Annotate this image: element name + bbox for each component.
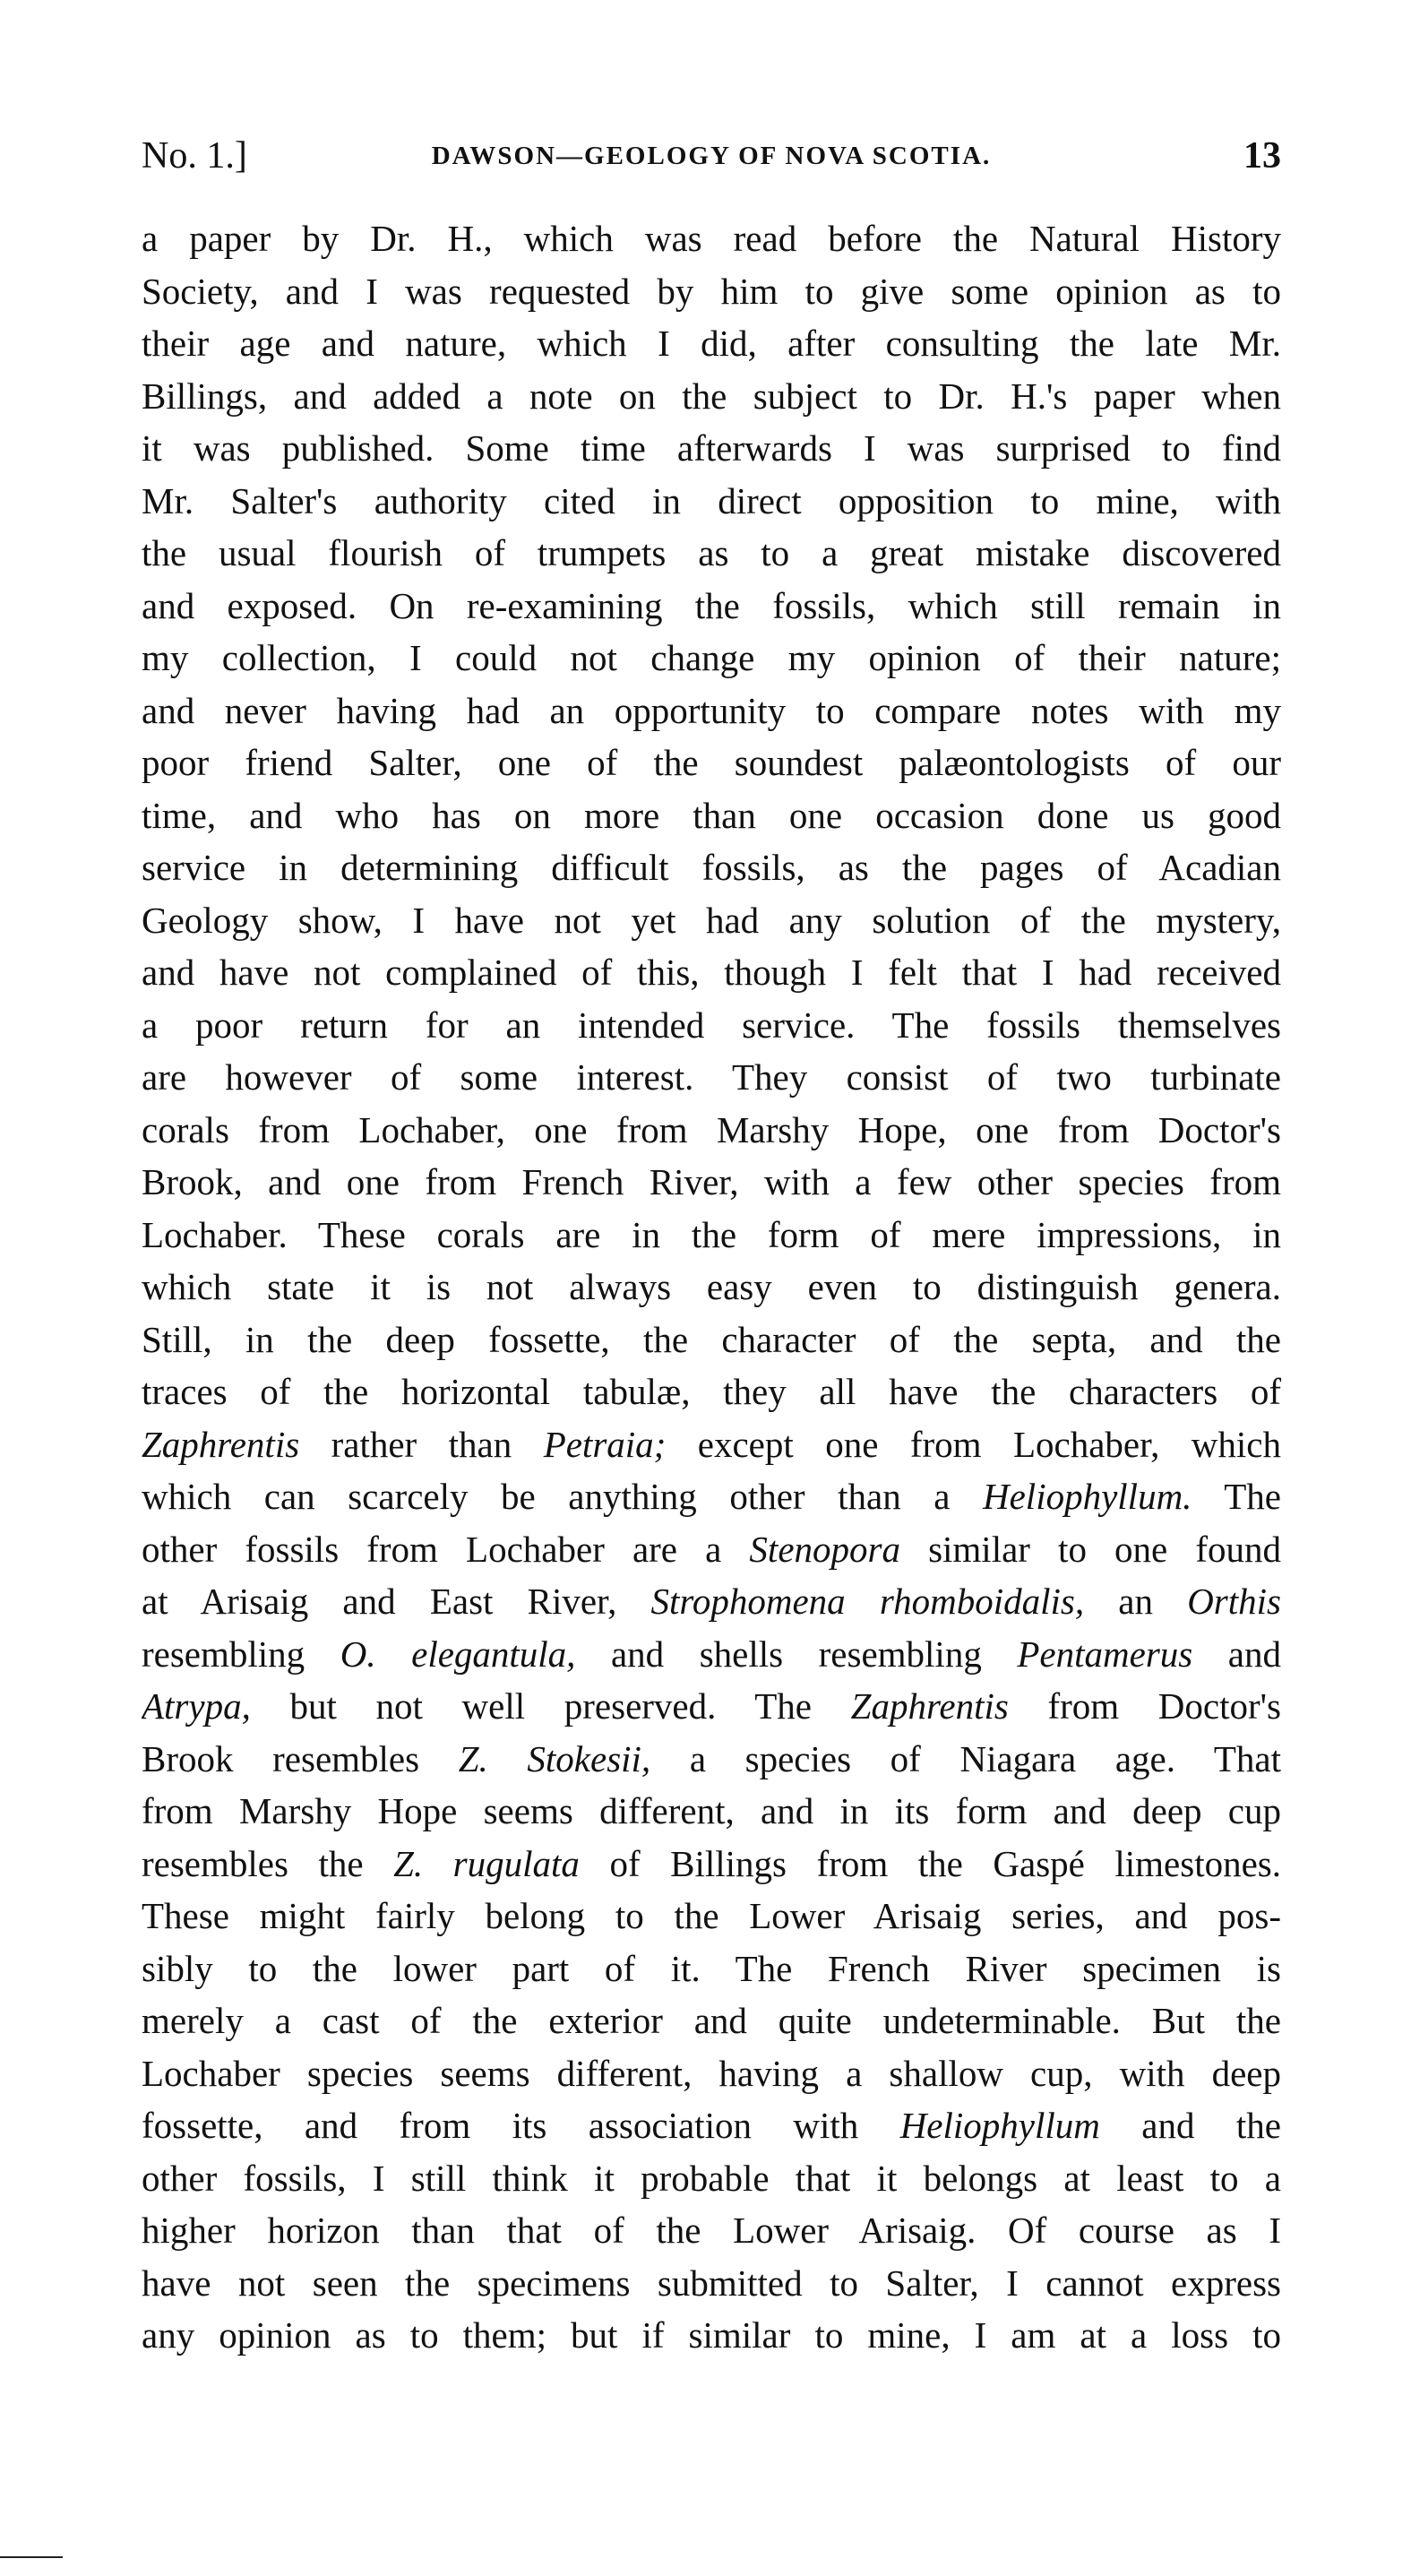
text-line: are however of some interest. They consist of two turbinate	[142, 1056, 1281, 1098]
text-line: Zaphrentis rather than Petraia; except one from Lochaber, which	[142, 1423, 1281, 1465]
text-line: Brook resembles Z. Stokesii, a species of Niagara age. That	[142, 1737, 1281, 1779]
text-line: traces of the horizontal tabulæ, they all have the characters of	[142, 1371, 1281, 1412]
text-line: Lochaber species seems different, having a shallow cup, with deep	[142, 2052, 1281, 2094]
text-line: Still, in the deep fossette, the character of the septa, and the	[142, 1318, 1281, 1360]
text-line: it was published. Some time afterwards I was surprised to find	[142, 427, 1281, 469]
italic-term: Zaphrentis	[142, 1423, 300, 1465]
italic-term: Zaphrentis	[850, 1685, 1009, 1727]
text-line: Mr. Salter's authority cited in direct opposition to mine, with	[142, 479, 1281, 521]
text-line: my collection, I could not change my opinion of their nature;	[142, 637, 1281, 678]
italic-term: Orthis	[1187, 1581, 1281, 1622]
italic-term: Z. rugulata	[393, 1842, 580, 1884]
text-line: time, and who has on more than one occasion done us good	[142, 794, 1281, 836]
body-text	[142, 212, 1281, 2362]
text-line: poor friend Salter, one of the soundest palæontologists of our	[142, 742, 1281, 783]
text-line: a paper by Dr. H., which was read before the Natural History	[142, 218, 1281, 259]
text-line: higher horizon than that of the Lower Arisaig. Of course as I	[142, 2210, 1281, 2251]
text-line: the usual flourish of trumpets as to a great mistake discovered	[142, 532, 1281, 573]
text-line: resembles the Z. rugulata of Billings from the Gaspé limestones.	[142, 1842, 1281, 1884]
text-line: Geology show, I have not yet had any solution of the mystery,	[142, 899, 1281, 941]
text-line: which state it is not always easy even to distinguish genera.	[142, 1266, 1281, 1307]
italic-term: Pentamerus	[1017, 1633, 1193, 1675]
italic-term: Petraia;	[543, 1423, 667, 1465]
text-line: have not seen the specimens submitted to Salter, I cannot express	[142, 2262, 1281, 2304]
text-line: and never having had an opportunity to compare notes with my	[142, 689, 1281, 731]
text-line: fossette, and from its association with Heliophyllum and the	[142, 2105, 1281, 2146]
text-line: sibly to the lower part of it. The French River specimen is	[142, 1947, 1281, 1989]
italic-term: Stenopora	[749, 1528, 900, 1570]
text-line: merely a cast of the exterior and quite undeterminable. But the	[142, 2000, 1281, 2041]
text-line: other fossils, I still think it probable that it belongs at least to a	[142, 2157, 1281, 2199]
text-line: resembling O. elegantula, and shells resembling Pentamerus and	[142, 1633, 1281, 1675]
italic-term: Strophomena rhomboidalis,	[650, 1581, 1085, 1622]
text-line: their age and nature, which I did, after consulting the late Mr.	[142, 323, 1281, 364]
italic-term: Z. Stokesii,	[458, 1737, 651, 1779]
text-line: from Marshy Hope seems different, and in its form and deep cup	[142, 1790, 1281, 1831]
text-line: which can scarcely be anything other than a Heliophyllum. The	[142, 1476, 1281, 1517]
issue-label: No. 1.]	[142, 135, 247, 177]
running-title: DAWSON—GEOLOGY OF NOVA SCOTIA.	[431, 142, 992, 170]
text-line: at Arisaig and East River, Strophomena rhomboidalis, an Orthis	[142, 1581, 1281, 1622]
text-line: any opinion as to them; but if similar to mine, I am at a loss to	[142, 2314, 1281, 2356]
text-line: service in determining difficult fossils, as the pages of Acadian	[142, 847, 1281, 888]
text-line: Atrypa, but not well preserved. The Zaphrentis from Doctor's	[142, 1685, 1281, 1727]
italic-term: O. elegantula,	[340, 1633, 576, 1675]
text-line: Lochaber. These corals are in the form of mere impressions, in	[142, 1213, 1281, 1255]
text-line: These might fairly belong to the Lower Arisaig series, and pos-	[142, 1895, 1281, 1936]
text-line: a poor return for an intended service. The fossils themselves	[142, 1004, 1281, 1046]
italic-term: Heliophyllum	[899, 2105, 1100, 2146]
text-line: corals from Lochaber, one from Marshy Hope, one from Doctor's	[142, 1108, 1281, 1150]
italic-term: Atrypa,	[142, 1685, 251, 1727]
text-line: and have not complained of this, though I felt that I had received	[142, 952, 1281, 993]
text-line: and exposed. On re-examining the fossils, which still remain in	[142, 584, 1281, 626]
running-header	[142, 133, 1281, 179]
text-line: other fossils from Lochaber are a Stenopora similar to one found	[142, 1528, 1281, 1570]
page-number: 13	[1243, 135, 1281, 177]
footer-rule	[0, 2556, 63, 2558]
text-line: Society, and I was requested by him to give some opinion as to	[142, 270, 1281, 312]
text-line: Brook, and one from French River, with a few other species from	[142, 1161, 1281, 1202]
text-line: Billings, and added a note on the subject to Dr. H.'s paper when	[142, 375, 1281, 417]
italic-term: Heliophyllum.	[983, 1476, 1192, 1517]
